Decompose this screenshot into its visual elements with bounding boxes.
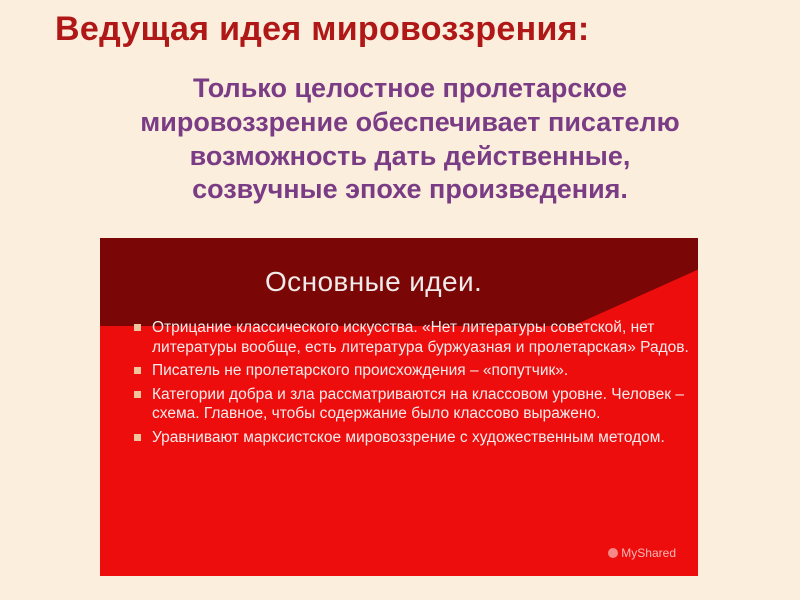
watermark-text: MyShared [621,546,676,560]
square-bullet-icon [134,324,141,331]
list-item [132,385,692,424]
embedded-slide-title: Основные идеи. [265,266,483,297]
list-item-text: Категории добра и зла рассматриваются на классовом уровне. Человек – схема. Главное, чтобы содержание было классово выражено. [152,385,684,422]
list-item [132,318,692,357]
ideas-list [132,318,692,451]
watermark [608,546,676,560]
list-item-text: Уравнивают марксистское мировоззрение с художественным методом. [152,428,665,446]
square-bullet-icon [134,391,141,398]
embedded-slide-image [100,238,698,576]
square-bullet-icon [134,367,141,374]
subtitle-line: возможность дать действенные, [189,140,631,171]
subtitle-line: мировоззрение обеспечивает писателю [140,106,680,137]
slide-subtitle [40,72,780,207]
list-item-text: Писатель не пролетарского происхождения – «попутчик». [152,362,569,379]
list-item-text: Отрицание классического искусства. «Нет литературы советской, нет литературы вообще, есть литература буржуазная и пролетарская» Радов. [152,319,689,356]
list-item [132,428,692,448]
square-bullet-icon [134,434,141,441]
subtitle-line: Только целостное пролетарское [192,73,628,103]
subtitle-line: созвучные эпохе произведения. [192,174,628,205]
slide-title: Ведущая идея мировоззрения: [55,10,590,48]
list-item [132,361,692,381]
watermark-logo-icon [608,548,618,558]
